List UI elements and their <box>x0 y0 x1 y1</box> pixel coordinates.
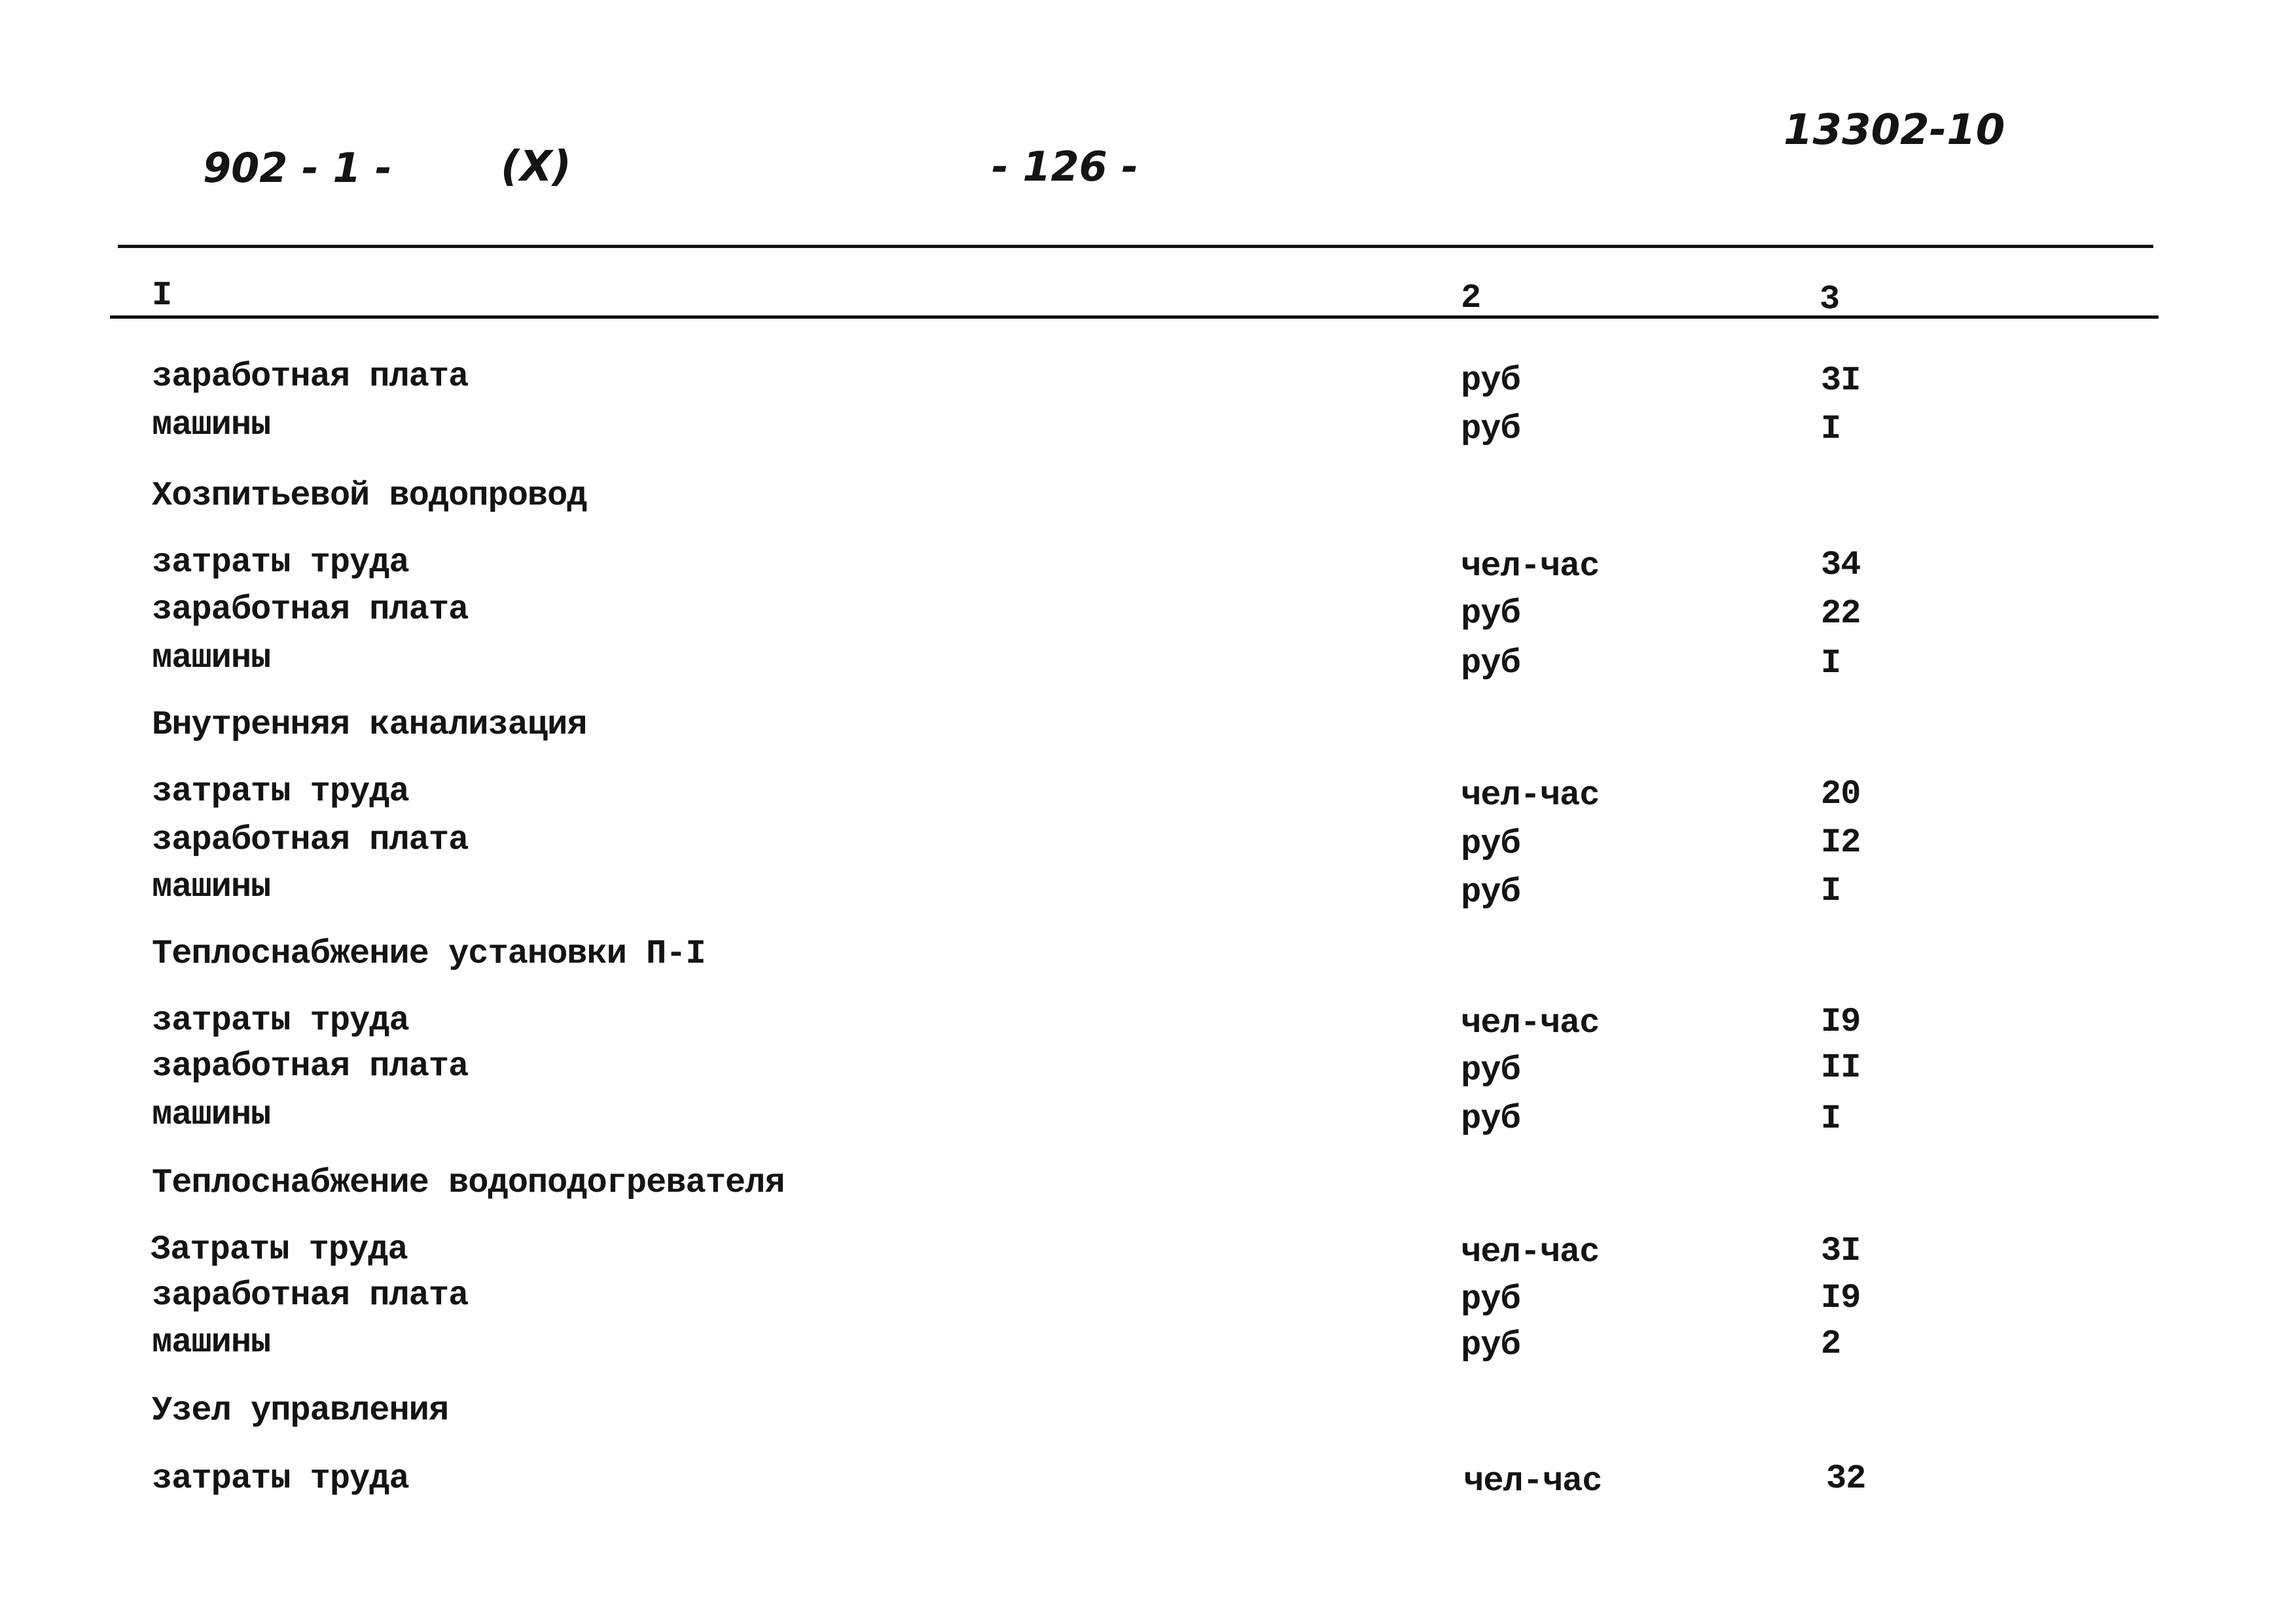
row-unit: руб <box>1461 644 1520 683</box>
row-unit: руб <box>1461 873 1520 912</box>
row-value: I2 <box>1821 823 1861 862</box>
row-value: I <box>1821 410 1841 448</box>
row-value: 20 <box>1821 775 1861 813</box>
column-header-3: 3 <box>1820 280 1840 319</box>
series-code: 902 - 1 - <box>203 144 392 192</box>
row-name: заработная плата <box>152 1047 469 1086</box>
row-value: 22 <box>1821 594 1861 633</box>
row-name: заработная плата <box>152 821 469 859</box>
row-name: машины <box>152 406 271 444</box>
series-suffix: (X) <box>501 143 571 191</box>
row-name: Затраты труда <box>151 1230 408 1269</box>
row-name: машины <box>152 868 271 906</box>
row-value: I9 <box>1821 1279 1861 1317</box>
row-name: затраты труда <box>152 543 409 582</box>
row-value: I9 <box>1821 1003 1861 1041</box>
row-unit: руб <box>1461 1280 1520 1319</box>
row-unit: чел-час <box>1461 1233 1600 1272</box>
row-unit: чел-час <box>1461 776 1600 815</box>
row-name: заработная плата <box>152 590 469 629</box>
document-code: 13302-10 <box>1784 106 2005 154</box>
top-rule <box>118 245 2153 248</box>
section-title: Хозпитьевой водопровод <box>152 476 587 515</box>
row-unit: руб <box>1461 825 1520 863</box>
page-number: - 126 - <box>992 143 1139 190</box>
column-header-2: 2 <box>1461 279 1481 317</box>
row-unit: руб <box>1461 1326 1520 1364</box>
row-unit: руб <box>1461 410 1520 448</box>
row-value: 2 <box>1821 1325 1841 1363</box>
section-title: Теплоснабжение водоподогревателя <box>152 1164 785 1202</box>
row-unit: чел-час <box>1461 547 1600 586</box>
row-name: машины <box>152 1096 271 1134</box>
row-name: заработная плата <box>152 1276 469 1315</box>
row-unit: руб <box>1461 1051 1520 1090</box>
row-name: заработная плата <box>152 357 469 396</box>
row-unit: руб <box>1461 1099 1520 1138</box>
row-value: 34 <box>1821 546 1861 584</box>
header-rule <box>110 315 2159 319</box>
row-name: затраты труда <box>152 1001 409 1040</box>
row-unit: чел-час <box>1463 1462 1602 1501</box>
row-value: I <box>1821 872 1841 910</box>
row-value: 32 <box>1826 1459 1866 1498</box>
row-name: затраты труда <box>152 772 409 811</box>
row-unit: чел-час <box>1461 1004 1600 1043</box>
row-value: 3I <box>1821 361 1861 400</box>
section-title: Теплоснабжение установки П-I <box>152 935 706 973</box>
row-value: I <box>1821 644 1841 683</box>
section-title: Внутренняя канализация <box>152 705 587 744</box>
row-value: I <box>1821 1099 1841 1138</box>
row-value: 3I <box>1821 1232 1861 1270</box>
row-name: машины <box>152 1323 271 1362</box>
section-title: Узел управления <box>152 1391 449 1430</box>
row-name: машины <box>152 639 271 677</box>
row-name: затраты труда <box>152 1459 409 1498</box>
row-unit: руб <box>1461 361 1520 400</box>
column-header-1: I <box>152 276 172 315</box>
row-unit: руб <box>1461 594 1520 633</box>
row-value: II <box>1821 1048 1861 1087</box>
